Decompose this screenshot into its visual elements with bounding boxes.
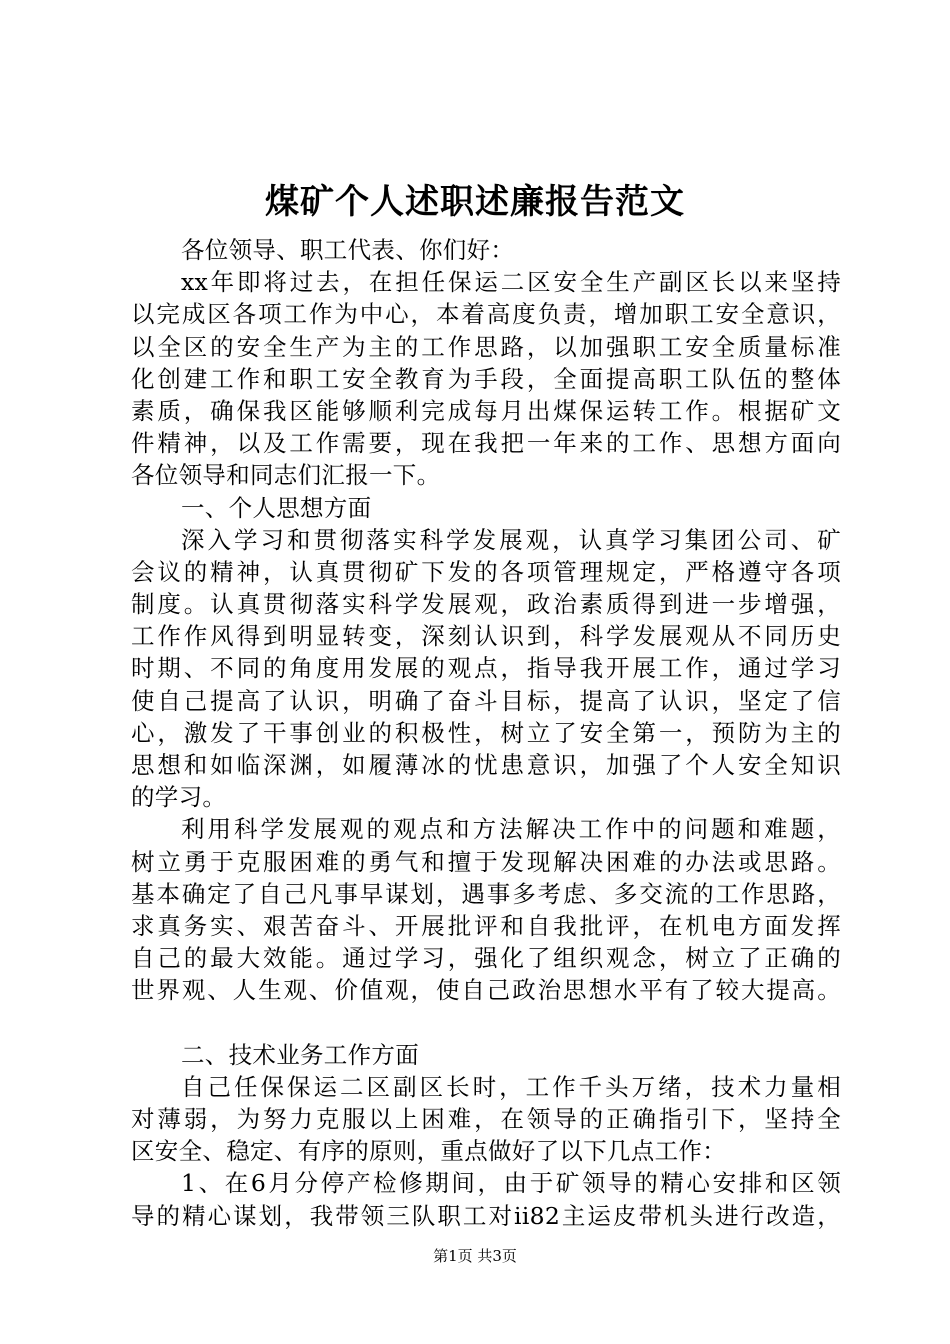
body-line: 区安全、稳定、有序的原则，重点做好了以下几点工作： [131,1137,726,1166]
body-line: 树立勇于克服困难的勇气和擅于发现解决困难的办法或思路。 [131,847,841,876]
body-line: 对薄弱，为努力克服以上困难，在领导的正确指引下，坚持全 [131,1105,841,1134]
body-line: 的学习。 [131,783,227,812]
section-heading: 二、技术业务工作方面 [181,1040,419,1069]
body-line: 素质，确保我区能够顺利完成每月出煤保运转工作。根据矿文 [131,396,841,425]
body-line: 自己任保保运二区副区长时，工作千头万绪，技术力量相 [181,1072,841,1101]
body-line: 思想和如临深渊，如履薄冰的忧患意识，加强了个人安全知识 [131,751,841,779]
body-line: 工作作风得到明显转变，深刻认识到，科学发展观从不同历史 [131,622,841,651]
body-line: 基本确定了自己凡事早谋划，遇事多考虑、多交流的工作思路， [131,879,841,908]
body-line: 时期、不同的角度用发展的观点，指导我开展工作，通过学习 [131,654,841,683]
page-footer: 第1页 共3页 [433,1247,517,1265]
body-line: 利用科学发展观的观点和方法解决工作中的问题和难题， [181,815,841,844]
body-line: 自己的最大效能。通过学习，强化了组织观念，树立了正确的 [131,944,841,973]
body-line: 导的精心谋划，我带领三队职工对ii82主运皮带机头进行改造， [131,1201,841,1230]
body-line: xx年即将过去，在担任保运二区安全生产副区长以来坚持 [181,268,841,297]
blank-line [131,1007,841,1039]
body-line: 以全区的安全生产为主的工作思路，以加强职工安全质量标准 [131,332,841,361]
section-heading: 一、个人思想方面 [181,493,372,522]
salutation-line: 各位领导、职工代表、你们好： [181,236,515,264]
body-line: 各位领导和同志们汇报一下。 [131,461,441,490]
body-line: 心，激发了干事创业的积极性，树立了安全第一，预防为主的 [131,718,841,747]
document-title: 煤矿个人述职述廉报告范文 [265,182,685,222]
body-line: 化创建工作和职工安全教育为手段，全面提高职工队伍的整体 [131,364,841,393]
body-line: 制度。认真贯彻落实科学发展观，政治素质得到进一步增强， [131,590,841,619]
body-line: 1、在6月分停产检修期间，由于矿领导的精心安排和区领 [181,1169,841,1198]
body-line: 深入学习和贯彻落实科学发展观，认真学习集团公司、矿 [181,525,841,554]
body-line: 世界观、人生观、价值观，使自己政治思想水平有了较大提高。 [131,976,841,1005]
body-line: 以完成区各项工作为中心，本着高度负责，增加职工安全意识， [131,300,841,329]
body-line: 件精神，以及工作需要，现在我把一年来的工作、思想方面向 [131,429,841,458]
body-line: 求真务实、艰苦奋斗、开展批评和自我批评，在机电方面发挥 [131,911,841,940]
document-body [131,234,841,1232]
body-line: 使自己提高了认识，明确了奋斗目标，提高了认识，坚定了信 [131,686,841,715]
body-line: 会议的精神，认真贯彻矿下发的各项管理规定，严格遵守各项 [131,557,841,586]
